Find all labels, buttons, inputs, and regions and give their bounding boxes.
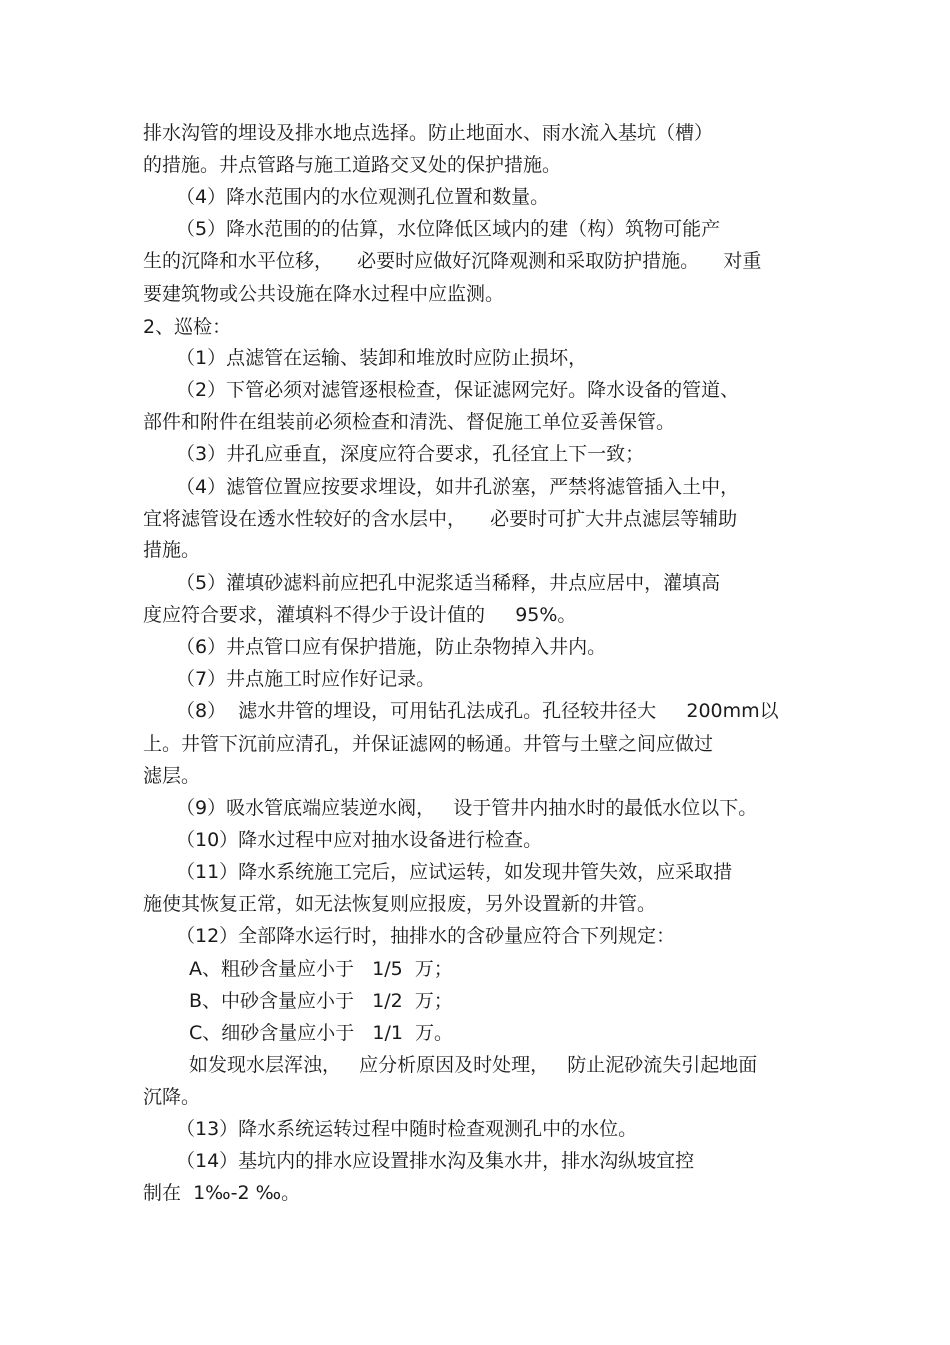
text-line: 生的沉降和水平位移， 必要时应做好沉降观测和采取防护措施。 对重 xyxy=(143,250,762,272)
text-line: 宜将滤管设在透水性较好的含水层中， 必要时可扩大井点滤层等辅助 xyxy=(143,508,738,530)
text-line: （1）点滤管在运输、装卸和堆放时应防止损坏， xyxy=(176,347,588,369)
text-line: （5）灌填砂滤料前应把孔中泥浆适当稀释，井点应居中，灌填高 xyxy=(176,572,721,594)
section-heading: 2、巡检： xyxy=(143,316,232,338)
text-line: 部件和附件在组装前必须检查和清洗、督促施工单位妥善保管。 xyxy=(143,411,676,433)
text-line: （4）降水范围内的水位观测孔位置和数量。 xyxy=(176,186,550,208)
text-line: （14）基坑内的排水应设置排水沟及集水井，排水沟纵坡宜控 xyxy=(176,1150,695,1172)
text-line: （6）井点管口应有保护措施，防止杂物掉入井内。 xyxy=(176,636,607,658)
text-line: （13）降水系统运转过程中随时检查观测孔中的水位。 xyxy=(176,1118,638,1140)
text-line: 制在 1‰-2 ‰。 xyxy=(143,1182,301,1204)
text-line: 要建筑物或公共设施在降水过程中应监测。 xyxy=(143,283,505,305)
list-item: B、中砂含量应小于 1/2 万； xyxy=(189,990,453,1012)
text-line: 的措施。井点管路与施工道路交叉处的保护措施。 xyxy=(143,154,562,176)
text-line: （10）降水过程中应对抽水设备进行检查。 xyxy=(176,829,543,851)
text-line: （3）井孔应垂直，深度应符合要求，孔径宜上下一致； xyxy=(176,443,645,465)
text-line: 上。井管下沉前应清孔，并保证滤网的畅通。井管与土壁之间应做过 xyxy=(143,733,714,755)
text-line: 度应符合要求，灌填料不得少于设计值的 95%。 xyxy=(143,604,577,626)
list-item: A、粗砂含量应小于 1/5 万； xyxy=(189,958,453,980)
text-line: （7）井点施工时应作好记录。 xyxy=(176,668,436,690)
text-line: （12）全部降水运行时，抽排水的含砂量应符合下列规定： xyxy=(176,925,676,947)
text-line: （8） 滤水井管的埋设，可用钻孔法成孔。孔径较井径大 200mm以 xyxy=(176,700,779,722)
text-line: 如发现水层浑浊， 应分析原因及时处理， 防止泥砂流失引起地面 xyxy=(189,1054,758,1076)
list-item: C、细砂含量应小于 1/1 万。 xyxy=(189,1022,454,1044)
text-line: 滤层。 xyxy=(143,765,201,787)
text-line: 排水沟管的埋设及排水地点选择。防止地面水、雨水流入基坑（槽） xyxy=(143,122,714,144)
text-line: （5）降水范围的的估算，水位降低区域内的建（构）筑物可能产 xyxy=(176,218,721,240)
text-line: （11）降水系统施工完后，应试运转，如发现井管失效，应采取措 xyxy=(176,861,733,883)
text-line: 沉降。 xyxy=(143,1086,201,1108)
text-line: （9）吸水管底端应装逆水阀， 设于管井内抽水时的最低水位以下。 xyxy=(176,797,758,819)
text-line: （4）滤管位置应按要求埋设，如井孔淤塞，严禁将滤管插入土中， xyxy=(176,476,740,498)
text-line: 施使其恢复正常，如无法恢复则应报废，另外设置新的井管。 xyxy=(143,893,657,915)
text-line: （2）下管必须对滤管逐根检查，保证滤网完好。降水设备的管道、 xyxy=(176,379,740,401)
text-line: 措施。 xyxy=(143,539,201,561)
